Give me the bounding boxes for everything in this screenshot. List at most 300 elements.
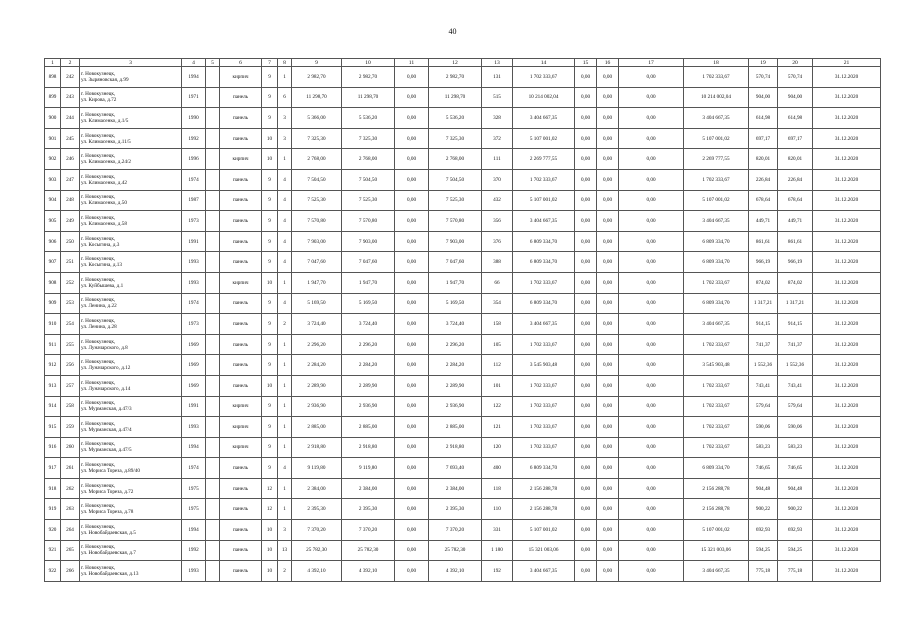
table-cell: 1992: [182, 128, 206, 149]
table-cell: 0,00: [619, 169, 684, 190]
table-cell: 570,74: [778, 67, 813, 88]
table-cell: 9: [262, 293, 278, 314]
table-cell: 13: [278, 540, 292, 561]
table-cell: 1: [278, 272, 292, 293]
address-city: г. Новокузнецк,: [81, 565, 116, 572]
table-row: [45, 437, 881, 458]
table-cell: 678,64: [778, 190, 813, 211]
table-cell: 66: [482, 272, 513, 293]
table-cell: 0,00: [597, 540, 619, 561]
table-cell: 2 918,80: [292, 437, 342, 458]
table-cell: 10 214 002,04: [684, 87, 749, 108]
table-cell: 0,00: [597, 231, 619, 252]
housing-register-table: [44, 58, 881, 582]
table-cell: 0,00: [597, 437, 619, 458]
table-cell: 31.12.2020: [813, 231, 881, 252]
table-cell: 31.12.2020: [813, 478, 881, 499]
table-cell: 0,00: [395, 520, 429, 541]
table-cell: 904,48: [778, 478, 813, 499]
address-street: ул. Климасенко, д.24/2: [81, 159, 131, 166]
table-row: [45, 108, 881, 129]
table-cell: 252: [61, 272, 80, 293]
table-cell: 0,00: [575, 128, 597, 149]
table-cell: 0,00: [575, 67, 597, 88]
column-number: 7: [262, 59, 278, 67]
table-cell: 7 903,00: [292, 231, 342, 252]
table-cell: 253: [61, 293, 80, 314]
table-cell: 1969: [182, 355, 206, 376]
table-cell: 0,00: [395, 87, 429, 108]
table-cell: 692,93: [749, 520, 778, 541]
table-cell: панель: [220, 293, 262, 314]
table-cell: 570,74: [749, 67, 778, 88]
table-cell: 0,00: [395, 108, 429, 129]
table-cell: 5 107 001,02: [684, 520, 749, 541]
table-cell: 2 296,20: [342, 334, 395, 355]
address-street: ул. Косыгина, д.13: [81, 262, 122, 269]
table-cell: 905: [45, 211, 61, 232]
table-cell: 243: [61, 87, 80, 108]
table-cell: кирпич: [220, 272, 262, 293]
table-cell: 31.12.2020: [813, 540, 881, 561]
table-cell: 354: [482, 293, 513, 314]
table-cell: 1969: [182, 375, 206, 396]
table-cell: 2 296,20: [292, 334, 342, 355]
table-row: [45, 67, 881, 88]
table-cell: 0,00: [619, 149, 684, 170]
table-cell: 2 768,00: [429, 149, 482, 170]
table-cell: 376: [482, 231, 513, 252]
table-cell: 7 903,00: [429, 231, 482, 252]
table-cell: 922: [45, 561, 61, 582]
table-cell: 904,00: [749, 87, 778, 108]
table-cell: 1: [278, 355, 292, 376]
table-cell: 2 289,90: [292, 375, 342, 396]
table-cell: 2 269 777,55: [684, 149, 749, 170]
table-cell: кирпич: [220, 437, 262, 458]
table-cell: 254: [61, 314, 80, 335]
table-cell: 245: [61, 128, 80, 149]
table-row: [45, 561, 881, 582]
table-cell: 0,00: [619, 252, 684, 273]
table-cell: 775,18: [749, 561, 778, 582]
table-cell: 0,00: [395, 293, 429, 314]
address-city: г. Новокузнецк,: [81, 503, 116, 510]
table-cell: 1: [278, 67, 292, 88]
table-cell: 2 885,00: [292, 417, 342, 438]
table-cell: 0,00: [619, 561, 684, 582]
table-cell: 820,01: [778, 149, 813, 170]
table-cell: 31.12.2020: [813, 396, 881, 417]
table-cell: 3 545 903,48: [684, 355, 749, 376]
table-cell: 10: [262, 128, 278, 149]
table-cell: 7 370,20: [429, 520, 482, 541]
table-cell: 0,00: [597, 108, 619, 129]
table-cell: 1 702 333,67: [513, 169, 575, 190]
table-cell: 0,00: [395, 169, 429, 190]
address-street: ул. Климасенко, д.1/5: [81, 117, 129, 124]
table-cell: 1996: [182, 149, 206, 170]
table-cell: 7 504,50: [292, 169, 342, 190]
table-cell: [206, 499, 220, 520]
table-cell: 31.12.2020: [813, 314, 881, 335]
table-cell: панель: [220, 334, 262, 355]
table-cell: 9: [262, 211, 278, 232]
table-cell: 697,17: [778, 128, 813, 149]
table-cell: 101: [482, 375, 513, 396]
table-cell: 2 284,20: [292, 355, 342, 376]
table-cell: 31.12.2020: [813, 67, 881, 88]
table-cell: 158: [482, 314, 513, 335]
address-cell: [80, 499, 182, 520]
table-cell: 0,00: [575, 458, 597, 479]
table-row: [45, 149, 881, 170]
table-cell: 11 298,70: [342, 87, 395, 108]
address-cell: [80, 417, 182, 438]
table-cell: 0,00: [597, 458, 619, 479]
table-cell: [206, 520, 220, 541]
column-number: 2: [61, 59, 80, 67]
table-cell: 904: [45, 190, 61, 211]
table-cell: 0,00: [597, 149, 619, 170]
table-cell: 1975: [182, 478, 206, 499]
address-cell: [80, 437, 182, 458]
table-cell: 1974: [182, 458, 206, 479]
table-row: [45, 334, 881, 355]
table-cell: 6 809 334,70: [684, 293, 749, 314]
table-cell: 25 782,30: [292, 540, 342, 561]
table-cell: 7 903,00: [342, 231, 395, 252]
table-cell: 2 384,00: [292, 478, 342, 499]
table-cell: 0,00: [575, 417, 597, 438]
table-cell: 2 384,00: [342, 478, 395, 499]
table-cell: 1 702 333,67: [684, 417, 749, 438]
table-cell: панель: [220, 314, 262, 335]
table-cell: 0,00: [395, 355, 429, 376]
table-cell: 1987: [182, 190, 206, 211]
address-cell: [80, 128, 182, 149]
table-cell: 0,00: [619, 417, 684, 438]
table-cell: 0,00: [575, 108, 597, 129]
table-cell: панель: [220, 252, 262, 273]
table-cell: 1974: [182, 169, 206, 190]
table-cell: 2 885,00: [342, 417, 395, 438]
table-cell: 0,00: [597, 499, 619, 520]
table-cell: 917: [45, 458, 61, 479]
table-cell: 5 107 001,02: [513, 520, 575, 541]
table-cell: 0,00: [575, 87, 597, 108]
table-cell: 9: [262, 437, 278, 458]
table-cell: 0,00: [395, 190, 429, 211]
table-cell: 6 809 334,70: [513, 293, 575, 314]
table-cell: 916: [45, 437, 61, 458]
table-row: [45, 499, 881, 520]
table-cell: 1 702 333,67: [684, 375, 749, 396]
table-cell: 2 296,20: [429, 334, 482, 355]
table-cell: 0,00: [619, 128, 684, 149]
table-cell: 2 982,70: [429, 67, 482, 88]
table-cell: 914: [45, 396, 61, 417]
table-cell: 0,00: [597, 314, 619, 335]
table-cell: панель: [220, 190, 262, 211]
table-cell: 15 321 003,06: [513, 540, 575, 561]
table-cell: 861,61: [749, 231, 778, 252]
table-cell: 919: [45, 499, 61, 520]
table-cell: [206, 293, 220, 314]
table-cell: 1993: [182, 272, 206, 293]
table-cell: 31.12.2020: [813, 355, 881, 376]
table-cell: 110: [482, 499, 513, 520]
table-cell: 1 702 333,67: [684, 272, 749, 293]
table-cell: 0,00: [575, 252, 597, 273]
column-number: 19: [749, 59, 778, 67]
table-cell: 11 298,70: [429, 87, 482, 108]
table-cell: 0,00: [575, 231, 597, 252]
table-cell: 248: [61, 190, 80, 211]
table-cell: панель: [220, 458, 262, 479]
table-row: [45, 252, 881, 273]
table-row: [45, 458, 881, 479]
table-cell: 912: [45, 355, 61, 376]
table-cell: 5 366,00: [292, 108, 342, 129]
table-cell: 118: [482, 478, 513, 499]
table-cell: 0,00: [395, 437, 429, 458]
table-cell: 900,22: [749, 499, 778, 520]
table-cell: 901: [45, 128, 61, 149]
table-cell: 31.12.2020: [813, 417, 881, 438]
table-cell: 0,00: [575, 272, 597, 293]
table-cell: 31.12.2020: [813, 520, 881, 541]
table-cell: 2 936,90: [342, 396, 395, 417]
address-street: ул. Куйбышева, д.1: [81, 282, 124, 289]
table-cell: 1 702 333,67: [513, 334, 575, 355]
table-cell: 2 395,30: [292, 499, 342, 520]
table-cell: 915: [45, 417, 61, 438]
table-cell: панель: [220, 478, 262, 499]
table-cell: 6 809 334,70: [513, 252, 575, 273]
table-cell: 914,15: [749, 314, 778, 335]
table-cell: [206, 355, 220, 376]
address-city: г. Новокузнецк,: [81, 420, 116, 427]
table-cell: [206, 437, 220, 458]
table-cell: 861,61: [778, 231, 813, 252]
table-cell: 9: [262, 334, 278, 355]
table-cell: 12: [262, 499, 278, 520]
address-city: г. Новокузнецк,: [81, 317, 116, 324]
table-cell: 25 782,30: [342, 540, 395, 561]
table-cell: 2 289,90: [429, 375, 482, 396]
table-cell: 31.12.2020: [813, 108, 881, 129]
table-cell: панель: [220, 128, 262, 149]
column-number: 14: [513, 59, 575, 67]
table-cell: 7 370,20: [342, 520, 395, 541]
table-cell: 5 536,20: [342, 108, 395, 129]
table-cell: 1973: [182, 314, 206, 335]
table-cell: 3 404 667,35: [684, 561, 749, 582]
address-street: ул. Климасенко, д.11/5: [81, 138, 131, 145]
table-cell: 7 570,80: [429, 211, 482, 232]
column-number: 11: [395, 59, 429, 67]
address-cell: [80, 211, 182, 232]
address-cell: [80, 314, 182, 335]
table-cell: 261: [61, 458, 80, 479]
address-city: г. Новокузнецк,: [81, 256, 116, 263]
table-cell: 820,01: [749, 149, 778, 170]
column-number: 9: [292, 59, 342, 67]
table-cell: 913: [45, 375, 61, 396]
table-cell: 0,00: [619, 314, 684, 335]
table-cell: 0,00: [575, 293, 597, 314]
address-street: ул. Климасенко, д.42: [81, 179, 127, 186]
table-cell: 2 284,20: [429, 355, 482, 376]
address-cell: [80, 169, 182, 190]
address-street: ул. Новобайдаевская, д.7: [81, 550, 136, 557]
table-cell: [206, 272, 220, 293]
table-cell: 1994: [182, 520, 206, 541]
table-cell: 251: [61, 252, 80, 273]
table-cell: 743,41: [749, 375, 778, 396]
address-street: ул. Мурманская, д.47/5: [81, 447, 132, 454]
table-cell: 4: [278, 252, 292, 273]
table-cell: 3 404 667,35: [684, 314, 749, 335]
table-cell: 1 702 333,67: [684, 334, 749, 355]
table-cell: 263: [61, 499, 80, 520]
table-cell: 2 156 288,78: [684, 478, 749, 499]
table-cell: 583,23: [749, 437, 778, 458]
table-cell: 1 947,70: [292, 272, 342, 293]
table-cell: 614,98: [778, 108, 813, 129]
table-row: [45, 540, 881, 561]
table-cell: 0,00: [619, 293, 684, 314]
table-cell: 31.12.2020: [813, 458, 881, 479]
table-row: [45, 396, 881, 417]
address-city: г. Новокузнецк,: [81, 111, 116, 118]
table-cell: 372: [482, 128, 513, 149]
table-cell: 909: [45, 293, 61, 314]
table-cell: 0,00: [597, 334, 619, 355]
table-cell: [206, 108, 220, 129]
table-cell: 226,84: [778, 169, 813, 190]
table-cell: [206, 458, 220, 479]
address-street: ул. Новобайдаевская, д.5: [81, 529, 136, 536]
address-street: ул. Климасенко, д.58: [81, 220, 127, 227]
table-cell: 0,00: [575, 478, 597, 499]
table-cell: 0,00: [597, 396, 619, 417]
table-cell: 0,00: [575, 334, 597, 355]
table-cell: 1 947,70: [342, 272, 395, 293]
table-cell: 244: [61, 108, 80, 129]
table-cell: 3: [278, 128, 292, 149]
table-cell: 9: [262, 108, 278, 129]
table-cell: кирпич: [220, 396, 262, 417]
table-cell: 0,00: [575, 520, 597, 541]
table-cell: 2 982,70: [342, 67, 395, 88]
table-cell: 966,19: [749, 252, 778, 273]
table-cell: 0,00: [619, 540, 684, 561]
table-cell: 1 702 333,67: [513, 396, 575, 417]
table-cell: 0,00: [619, 108, 684, 129]
address-cell: [80, 334, 182, 355]
table-cell: 2 936,90: [429, 396, 482, 417]
table-cell: 9: [262, 169, 278, 190]
table-cell: 0,00: [597, 252, 619, 273]
table-cell: 0,00: [395, 252, 429, 273]
table-cell: 1990: [182, 108, 206, 129]
table-cell: 259: [61, 417, 80, 438]
table-cell: 3 545 903,48: [513, 355, 575, 376]
address-street: ул. Мориса Тореза, д.78: [81, 509, 134, 516]
table-cell: 579,64: [778, 396, 813, 417]
table-cell: 4: [278, 169, 292, 190]
table-cell: [206, 417, 220, 438]
table-cell: 0,00: [575, 149, 597, 170]
table-cell: 874,02: [778, 272, 813, 293]
table-cell: 242: [61, 67, 80, 88]
table-cell: 911: [45, 334, 61, 355]
table-cell: 3 724,40: [292, 314, 342, 335]
table-cell: 10: [262, 561, 278, 582]
address-street: ул. Косыгина, д.3: [81, 241, 120, 248]
table-cell: 121: [482, 417, 513, 438]
address-street: ул. Ленина, д.28: [81, 323, 117, 330]
table-cell: панель: [220, 499, 262, 520]
table-cell: 0,00: [597, 375, 619, 396]
table-cell: 692,93: [778, 520, 813, 541]
address-cell: [80, 561, 182, 582]
table-cell: панель: [220, 231, 262, 252]
table-cell: 400: [482, 458, 513, 479]
table-cell: 0,00: [597, 67, 619, 88]
table-cell: 1 552,36: [749, 355, 778, 376]
table-cell: 31.12.2020: [813, 252, 881, 273]
address-street: ул. Мурманская, д.47/3: [81, 406, 132, 413]
table-cell: 6 809 334,70: [513, 231, 575, 252]
table-cell: 2 768,00: [292, 149, 342, 170]
table-cell: 2 156 288,78: [513, 478, 575, 499]
table-cell: 1 702 333,67: [684, 67, 749, 88]
table-cell: 2 384,00: [429, 478, 482, 499]
table-cell: 6: [278, 87, 292, 108]
table-cell: 31.12.2020: [813, 334, 881, 355]
table-cell: 25 782,30: [429, 540, 482, 561]
table-cell: 255: [61, 334, 80, 355]
table-cell: 1: [278, 149, 292, 170]
address-cell: [80, 458, 182, 479]
table-cell: 246: [61, 149, 80, 170]
table-cell: 6 809 334,70: [684, 252, 749, 273]
address-street: ул. Климасенко, д.50: [81, 200, 127, 207]
table-cell: 1: [278, 396, 292, 417]
table-cell: 262: [61, 478, 80, 499]
address-city: г. Новокузнецк,: [81, 153, 116, 160]
table-cell: 579,64: [749, 396, 778, 417]
address-street: ул. Новобайдаевская, д.13: [81, 571, 139, 578]
address-street: ул. Луначарского, д.14: [81, 385, 131, 392]
table-row: [45, 520, 881, 541]
table-cell: 2 982,70: [292, 67, 342, 88]
table-cell: 31.12.2020: [813, 149, 881, 170]
table-cell: 515: [482, 87, 513, 108]
table-row: [45, 355, 881, 376]
table-cell: 900,22: [778, 499, 813, 520]
table-cell: 908: [45, 272, 61, 293]
column-number: 21: [813, 59, 881, 67]
table-cell: 0,00: [597, 520, 619, 541]
table-cell: 0,00: [395, 458, 429, 479]
table-cell: [206, 540, 220, 561]
table-cell: 7 325,30: [342, 128, 395, 149]
table-cell: 678,64: [749, 190, 778, 211]
